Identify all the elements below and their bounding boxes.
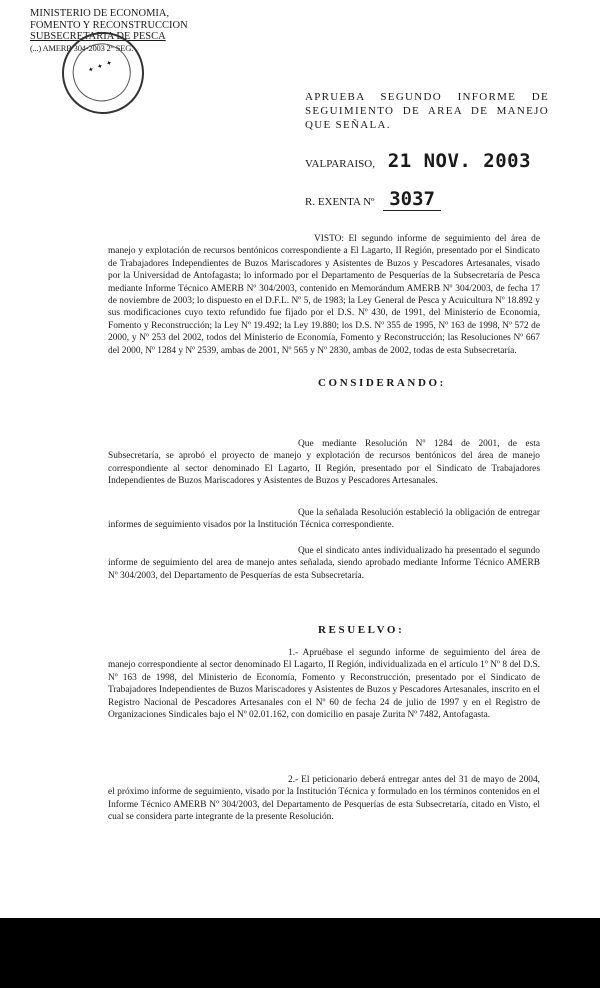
visto-text: VISTO: El segundo informe de seguimiento del área de manejo y explotación de recursos bentónicos correspondiente a El Lagarto, II Región, presentado por el Sindicato de Trabajadores Independientes de Buzos Mariscadores y Asistentes de Buzos y Pescadores Artesanales, visado por la Universidad de Antofagasta; lo informado por el Departamento de Pesquerías de la Subsecretaría de Pesca mediante Informe Técnico AMERB Nº 304/2003, contenido en Memorándum AMERB Nº 304/2003, de fecha 17 de noviembre de 2003; lo dispuesto en el D.F.L. Nº 5, de 1983; la Ley General de Pesca y Acuicultura Nº 18.892 y sus modificaciones cuyo texto refundido fue fijado por el D.S. Nº 430, de 1991, del Ministerio de Economía, Fomento y Reconstrucción; la Ley Nº 19.492; la Ley 19.880; los D.S. Nº 355 de 1995, Nº 163 de 1998, Nº 572 de 2000, y Nº 253 del 2002, todos del Ministerio de Economía, Fomento y Reconstrucción; las Resoluciones Nº 667 del 2000, Nº 1284 y Nº 2539, ambas de 2001, Nº 565 y Nº 2830, ambas de 2002, todas de esta Subsecretaría. bbox=[108, 234, 540, 356]
considerando-2 bbox=[108, 507, 540, 532]
resuelvo-2 bbox=[108, 774, 540, 824]
letterhead-subsecretaria: SUBSECRETARIA DE PESCA bbox=[30, 31, 166, 42]
considerando-3 bbox=[108, 545, 540, 582]
letterhead-ministry: MINISTERIO DE ECONOMIA, bbox=[30, 8, 170, 19]
visto-paragraph bbox=[108, 233, 540, 357]
considerando-1 bbox=[108, 438, 540, 488]
date-line bbox=[305, 150, 531, 172]
considerando-3-text: Que el sindicato antes individualizado ha presentado el segundo informe de seguimiento del area de manejo antes señalada, siendo aprobado mediante Informe Técnico AMERB Nº 304/2003, del Departamento de Pesquerías de esta Subsecretaría. bbox=[108, 546, 540, 581]
resolution-line bbox=[305, 188, 441, 211]
seal-text: ✦ ✦ ✦ bbox=[86, 58, 115, 75]
considerando-2-text: Que la señalada Resolución estableció la obligación de entregar informes de seguimiento visados por la Institución Técnica correspondiente. bbox=[108, 508, 540, 531]
scan-bottom-border bbox=[0, 918, 600, 988]
document-subject: APRUEBA SEGUNDO INFORME DE SEGUIMIENTO DE AREA DE MANEJO QUE SEÑALA. bbox=[305, 91, 549, 131]
letterhead-ministry-2: FOMENTO Y RECONSTRUCCION bbox=[30, 19, 188, 31]
letterhead-file-code: (...) AMERB 304-2003 2° SEG. bbox=[30, 42, 134, 53]
resolution-label: R. EXENTA Nº bbox=[305, 196, 375, 208]
resuelvo-2-text: 2.- El peticionario deberá entregar antes del 31 de mayo de 2004, el próximo informe de seguimiento, visado por la Institución Técnica y formulado en los términos contenidos en el Informe Técnico AMERB Nº 304/2003, del Departamento de Pesquerías de esta Subsecretaría, citado en Visto, el cual se considera parte integrante de la presente Resolución. bbox=[108, 775, 540, 823]
date-stamp: 21 NOV. 2003 bbox=[387, 150, 532, 172]
considerando-1-text: Que mediante Resolución Nº 1284 de 2001, de esta Subsecretaría, se aprobó el proyecto de manejo y explotación de recursos bentónicos del área de manejo correspondiente al sector denominado El Lagarto, II Región, presentado por el Sindicato de Trabajadores Independientes de Buzos Mariscadores y Asistentes de Buzos y Pescadores Artesanales. bbox=[108, 439, 540, 487]
resuelvo-1 bbox=[108, 647, 540, 721]
resuelvo-1-text: 1.- Apruébase el segundo informe de seguimiento del área de manejo correspondiente al sector denominado El Lagarto, II Región, individualizada en el artículo 1º Nº 8 del D.S. Nº 163 de 1998, del Ministerio de Economía, Fomento y Reconstrucción, presentado por el Sindicato de Trabajadores Independientes de Buzos Mariscadores y Asistentes de Buzos y Pescadores Artesanales, inscrito en el Registro Nacional de Pescadores Artesanales con el Nº 60 de fecha 24 de julio de 1997 y en el Registro de Organizaciones Sindicales bajo el Nº 02.01.162, con domicilio en pasaje Zurita Nº 7482, Antofagasta. bbox=[108, 648, 540, 721]
considerando-heading: CONSIDERANDO: bbox=[318, 377, 446, 389]
place-label: VALPARAISO, bbox=[305, 158, 375, 170]
resolution-number: 3037 bbox=[383, 188, 441, 211]
resuelvo-heading: RESUELVO: bbox=[318, 624, 405, 636]
